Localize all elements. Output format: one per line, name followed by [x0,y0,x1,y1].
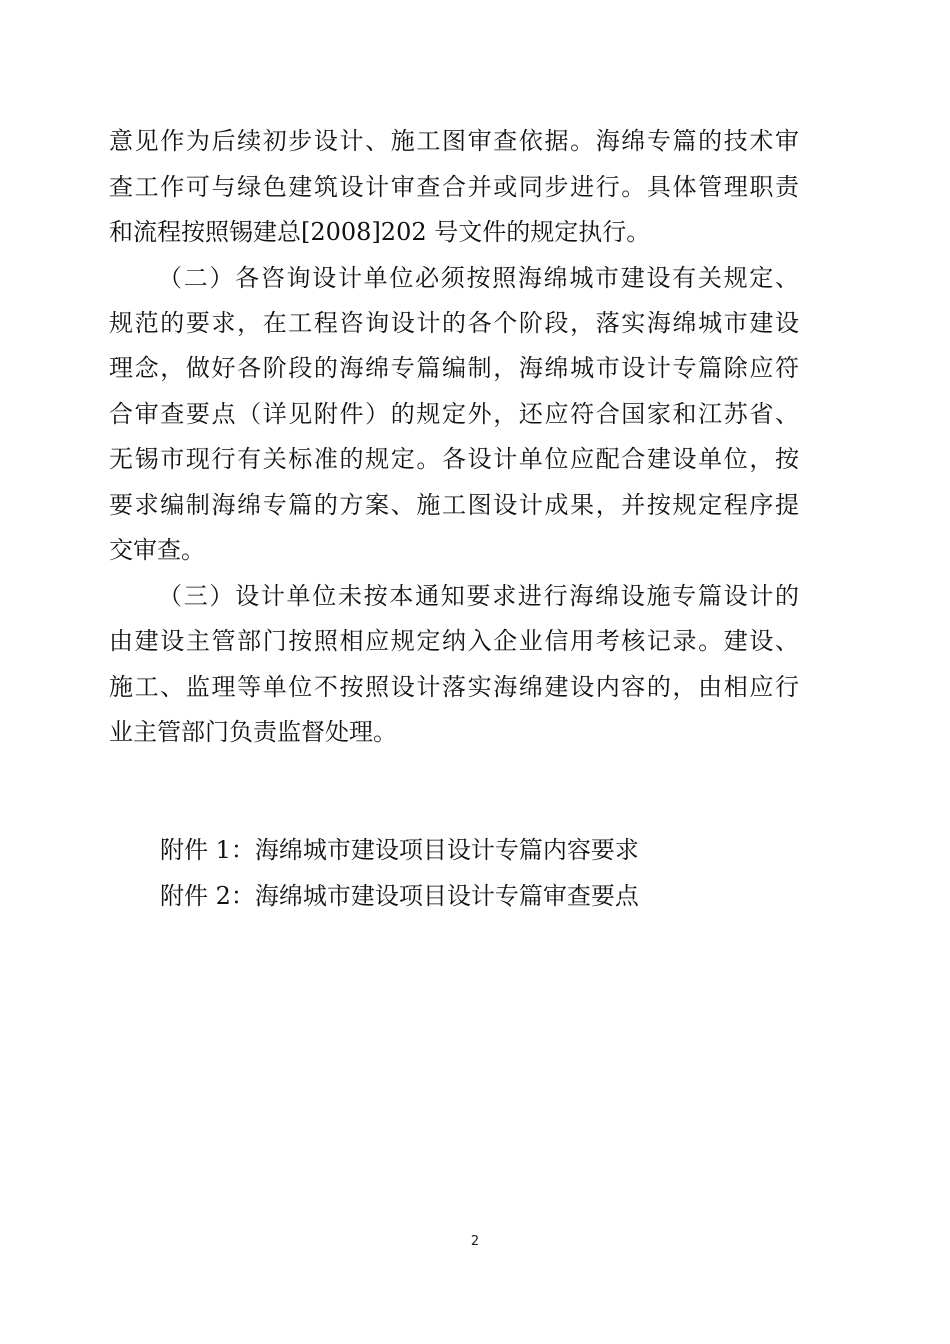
text-line: 施工、监理等单位不按照设计落实海绵建设内容的，由相应行 [109,673,799,701]
text-line: 合审查要点（详见附件）的规定外，还应符合国家和江苏省、 [109,400,799,428]
text-line: 查工作可与绿色建筑设计审查合并或同步进行。具体管理职责 [109,173,799,201]
text-line: 由建设主管部门按照相应规定纳入企业信用考核记录。建设、 [109,627,799,655]
text-line: （三）设计单位未按本通知要求进行海绵设施专篇设计的 [158,582,799,610]
text-line: （二）各咨询设计单位必须按照海绵城市建设有关规定、 [158,264,799,292]
page-number: 2 [470,1234,480,1249]
text-line: 和流程按照锡建总[2008]202 号文件的规定执行。 [109,218,651,246]
text-line: 交审查。 [109,536,205,564]
text-line: 要求编制海绵专篇的方案、施工图设计成果，并按规定程序提 [109,491,799,519]
text-line: 无锡市现行有关标准的规定。各设计单位应配合建设单位，按 [109,445,799,473]
text-line: 理念，做好各阶段的海绵专篇编制，海绵城市设计专篇除应符 [109,354,799,382]
attachment-item: 附件 1：海绵城市建设项目设计专篇内容要求 [160,836,639,864]
attachment-item: 附件 2：海绵城市建设项目设计专篇审查要点 [160,882,639,910]
text-line: 意见作为后续初步设计、施工图审查依据。海绵专篇的技术审 [109,127,799,155]
text-line: 规范的要求，在工程咨询设计的各个阶段，落实海绵城市建设 [109,309,799,337]
text-line: 业主管部门负责监督处理。 [109,718,397,746]
